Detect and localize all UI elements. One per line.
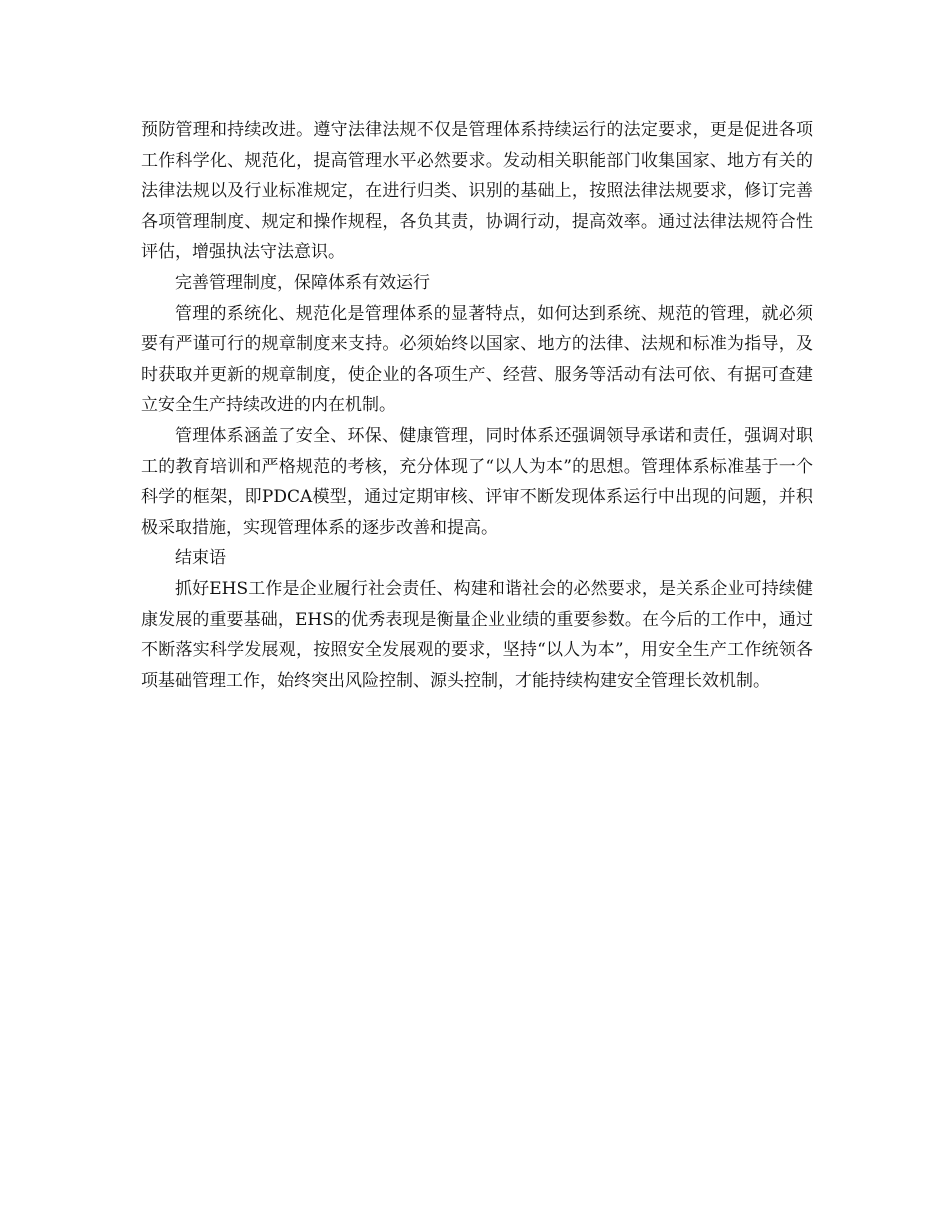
paragraph-systematization: 管理的系统化、规范化是管理体系的显著特点，如何达到系统、规范的管理，就必须要有严谨可行的规章制度来支持。必须始终以国家、地方的法律、法规和标准为指导，及时获取并更新的规章制度，使企业的各项生产、经营、服务等活动有法可依、有据可查建立安全生产持续改进的内在机制。 — [141, 303, 813, 416]
document-body — [141, 115, 813, 696]
paragraph-pdca-model: 管理体系涵盖了安全、环保、健康管理，同时体系还强调领导承诺和责任，强调对职工的教育培训和严格规范的考核，充分体现了“以人为本”的思想。管理体系标准基于一个科学的框架，即PDCA模型，通过定期审核、评审不断发现体系运行中出现的问题，并积极采取措施，实现管理体系的逐步改善和提高。 — [141, 425, 813, 538]
section-heading-conclusion: 结束语 — [175, 548, 226, 569]
paragraph-legal-compliance: 预防管理和持续改进。遵守法律法规不仅是管理体系持续运行的法定要求，更是促进各项工作科学化、规范化，提高管理水平必然要求。发动相关职能部门收集国家、地方有关的法律法规以及行业标准规定，在进行归类、识别的基础上，按照法律法规要求，修订完善各项管理制度、规定和操作规程，各负其责，协调行动，提高效率。通过法律法规符合性评估，增强执法守法意识。 — [141, 120, 813, 263]
paragraph-conclusion: 抓好EHS工作是企业履行社会责任、构建和谐社会的必然要求，是关系企业可持续健康发展的重要基础，EHS的优秀表现是衡量企业业绩的重要参数。在今后的工作中，通过不断落实科学发展观，按照安全发展观的要求，坚持“以人为本”，用安全生产工作统领各项基础管理工作，始终突出风险控制、源头控制，才能持续构建安全管理长效机制。 — [141, 578, 813, 691]
section-heading-management-system: 完善管理制度，保障体系有效运行 — [175, 272, 430, 293]
